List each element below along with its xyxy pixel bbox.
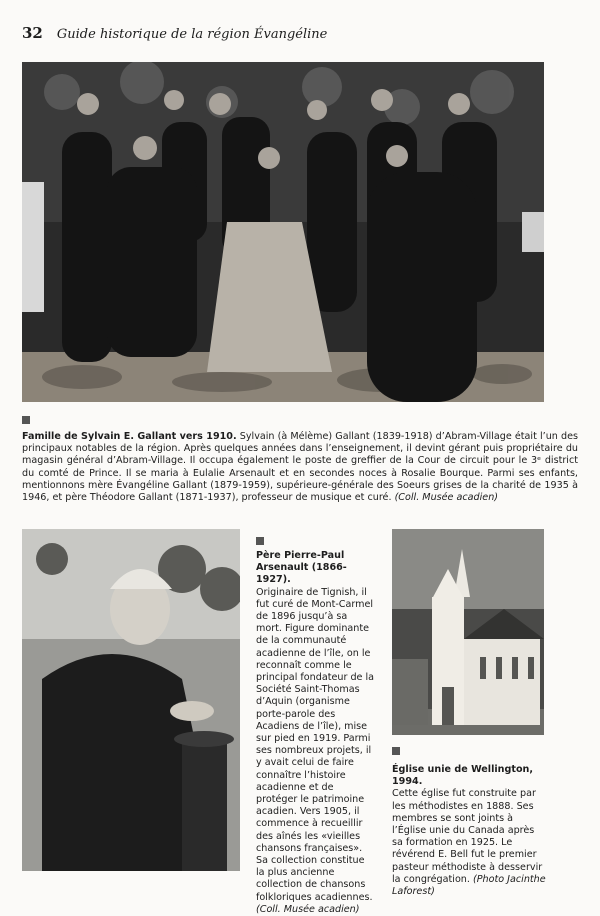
caption-credit: (Coll. Musée acadien) xyxy=(394,492,499,504)
caption-body: Cette église fut construite par les méthodistes en 1888. Ses membres se sont joints à l’Église unie du Canada après sa formation en 1925. Le révérend E. Bell fut le premier pasteur méthodiste à desservir la congrégation. xyxy=(392,788,543,885)
caption-marker xyxy=(22,416,30,424)
priest-portrait-caption xyxy=(256,550,376,916)
caption-body: Originaire de Tignish, il fut curé de Mont-Carmel de 1896 jusqu’à sa mort. Figure dominante de la communauté acadienne de l’île, on le reconnaît comme le principal fondateur de la Société Saint-Thomas d’Aquin (organisme porte-parole des Acadiens de l’île), mise sur pied en 1919. Parmi ses nombreux projets, il y avait celui de faire connaître l’histoire acadienne et de protéger le patrimoine acadien. Vers 1905, il commence à recueillir des aînés les «vieilles chansons françaises». Sa collection constitue la plus ancienne collection de chansons folkloriques acadiennes. xyxy=(256,586,375,903)
running-title: Guide historique de la région Évangéline xyxy=(56,27,328,42)
family-photo-caption xyxy=(22,431,578,504)
priest-portrait-photo xyxy=(22,529,240,871)
caption-credit: (Photo Jacinthe Laforest) xyxy=(392,873,546,898)
caption-credit: (Coll. Musée acadien) xyxy=(256,903,360,915)
caption-title: Église unie de Wellington, 1994. xyxy=(392,764,534,788)
church-photo xyxy=(392,529,544,735)
caption-marker xyxy=(392,747,400,755)
church-photo-caption xyxy=(392,764,546,898)
caption-marker xyxy=(256,537,264,545)
caption-body: Sylvain (à Mélème) Gallant (1839-1918) d’Abram-Village était l’un des principaux notables de la région. Après quelques années dans l’enseignement, il devint gérant puis propriétaire du magasin général d’Abram-Village. Il occupa également le poste de greffier de la Cour de circuit pour le 3ᵉ district du comté de Prince. Il se maria à Eulalie Arsenault et en secondes noces à Rosalie Bourque. Parmi ses enfants, mentionnons mère Évangéline Gallant (1879-1959), supérieure-générale des Soeurs grises de la charité de 1935 à 1946, et père Théodore Gallant (1871-1937), professeur de musique et curé. xyxy=(22,431,578,504)
caption-title: Famille de Sylvain E. Gallant vers 1910. xyxy=(22,431,237,442)
running-header xyxy=(22,24,327,44)
family-photo xyxy=(22,62,544,402)
page-number: 32 xyxy=(22,24,43,42)
caption-title: Père Pierre-Paul Arsenault (1866-1927). xyxy=(256,550,347,586)
